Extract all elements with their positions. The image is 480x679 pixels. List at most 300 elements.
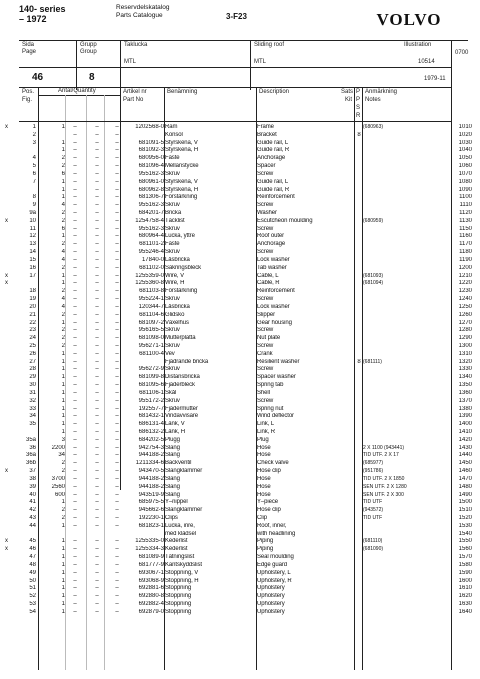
cell-q2: – bbox=[73, 178, 77, 185]
cell-pos: 22 bbox=[29, 319, 36, 326]
cell-q1: 2200 bbox=[51, 444, 65, 451]
cell-pos: 11 bbox=[29, 225, 36, 232]
cell-ill: 1390 bbox=[458, 413, 472, 420]
cell-q3: – bbox=[95, 155, 99, 162]
cell-pos: 27 bbox=[29, 358, 36, 365]
cell-q3: – bbox=[95, 288, 99, 295]
cell-q2: – bbox=[73, 335, 77, 342]
cell-q1: 1 bbox=[61, 233, 65, 240]
cell-q3: – bbox=[95, 366, 99, 373]
cell-pos: 40 bbox=[29, 491, 36, 498]
cell-mark: x bbox=[5, 272, 8, 279]
cell-q3: – bbox=[95, 538, 99, 545]
cell-q4: – bbox=[115, 554, 119, 561]
table-row bbox=[0, 226, 480, 234]
illustration-number: 10514 bbox=[418, 59, 435, 65]
cell-art: 681097-2 bbox=[138, 319, 164, 326]
cell-pos: 1 bbox=[32, 124, 36, 130]
cell-name: med klädsel bbox=[165, 530, 196, 537]
cell-q4: – bbox=[115, 264, 119, 271]
cell-q3: – bbox=[95, 577, 99, 584]
cell-q2: – bbox=[73, 202, 77, 209]
cell-ill: 1190 bbox=[459, 256, 472, 263]
rule-qty-sub bbox=[38, 95, 120, 96]
table-row bbox=[0, 280, 480, 288]
cell-desc: Screw bbox=[257, 170, 274, 177]
cell-pos: 35 bbox=[29, 421, 36, 428]
cell-art: 955162-3 bbox=[138, 202, 164, 209]
page-value: 46 bbox=[32, 72, 44, 83]
cell-q3: – bbox=[95, 405, 99, 412]
cell-name: Fäste bbox=[165, 155, 180, 162]
cell-q2: – bbox=[73, 155, 77, 162]
cell-q3: – bbox=[95, 444, 99, 451]
cell-art: 955224-1 bbox=[138, 296, 164, 303]
cell-q1: 2 bbox=[61, 210, 65, 217]
cell-pos: 6 bbox=[32, 170, 36, 177]
table-row bbox=[0, 374, 480, 382]
table-row bbox=[0, 343, 480, 351]
cell-q2: – bbox=[73, 280, 77, 287]
cell-q1: 1 bbox=[61, 272, 65, 279]
cell-ill: 1210 bbox=[458, 272, 472, 279]
cell-q1: 1 bbox=[61, 405, 65, 412]
cell-q3: – bbox=[95, 608, 99, 615]
cell-q1: 3 bbox=[61, 436, 65, 443]
cell-desc: Anchorage bbox=[257, 241, 286, 248]
cell-ill: 1250 bbox=[458, 303, 472, 310]
cell-q3: – bbox=[95, 256, 99, 263]
cell-art: 944188-2 bbox=[138, 483, 164, 490]
cell-note: TID UTF. 2 X 17 bbox=[363, 452, 399, 459]
cell-desc: Screw bbox=[257, 249, 274, 256]
cell-q4: – bbox=[115, 288, 119, 295]
table-row bbox=[0, 562, 480, 570]
cell-note: (681111) bbox=[363, 358, 382, 365]
cell-art: 945662-6 bbox=[138, 507, 164, 514]
table-row bbox=[0, 366, 480, 374]
cell-name: Fjäderbleck bbox=[165, 382, 195, 389]
cell-mark: x bbox=[5, 538, 8, 545]
cell-mark: x bbox=[5, 124, 8, 130]
cell-pos: 25 bbox=[29, 342, 36, 349]
cell-desc: with headlining bbox=[257, 530, 296, 537]
cell-q2: – bbox=[73, 327, 77, 334]
mtl-right: MTL bbox=[254, 59, 266, 65]
cell-ill: 1510 bbox=[458, 507, 472, 514]
cell-q3: – bbox=[95, 522, 99, 529]
cell-ill: 1550 bbox=[458, 538, 472, 545]
table-row bbox=[0, 429, 480, 437]
cell-desc: Upholstery bbox=[257, 601, 285, 608]
cell-desc: Resilient washer bbox=[257, 358, 300, 365]
cell-q1: 1 bbox=[61, 319, 65, 326]
cell-q3: – bbox=[95, 350, 99, 357]
cell-q4: – bbox=[115, 483, 119, 490]
rule-v1 bbox=[76, 40, 77, 90]
cell-q4: – bbox=[115, 217, 119, 224]
cell-q2: – bbox=[73, 585, 77, 592]
cell-ill: 1070 bbox=[458, 170, 472, 177]
table-row bbox=[0, 538, 480, 546]
cell-q1: 1 bbox=[61, 186, 65, 193]
cell-q1: 4 bbox=[61, 202, 65, 209]
table-row bbox=[0, 265, 480, 273]
cell-pos: 30 bbox=[29, 382, 36, 389]
table-row bbox=[0, 327, 480, 335]
cell-art: 943470-5 bbox=[138, 468, 164, 475]
cell-q1: 1 bbox=[61, 358, 65, 365]
cell-note: (685977) bbox=[363, 460, 384, 467]
table-row bbox=[0, 304, 480, 312]
cell-ill: 1400 bbox=[458, 421, 472, 428]
cell-q2: – bbox=[73, 241, 77, 248]
cell-pos: 5 bbox=[32, 163, 36, 170]
cell-name: Styrskena, H bbox=[165, 147, 199, 154]
cell-ill: 1430 bbox=[458, 444, 472, 451]
cell-q4: – bbox=[115, 585, 119, 592]
cell-q2: – bbox=[73, 366, 77, 373]
cell-name: Låsbricka bbox=[165, 303, 190, 310]
cell-q2: – bbox=[73, 601, 77, 608]
table-row bbox=[0, 476, 480, 484]
col-sats: Sats bbox=[341, 89, 354, 95]
cell-q4: – bbox=[115, 155, 119, 162]
cell-name: Länk, V bbox=[165, 421, 185, 428]
cell-q4: – bbox=[115, 413, 119, 420]
cell-desc: Plug bbox=[257, 436, 269, 443]
cell-ill: 1260 bbox=[458, 311, 472, 318]
table-row bbox=[0, 507, 480, 515]
col-notes: Notes bbox=[365, 97, 381, 103]
cell-q3: – bbox=[95, 374, 99, 381]
cell-name: Slang bbox=[165, 475, 180, 482]
cell-art: 681092-3 bbox=[138, 147, 164, 154]
cell-ill: 1420 bbox=[458, 436, 472, 443]
col-fig: Fig. bbox=[22, 97, 33, 103]
cell-art: 680961-0 bbox=[138, 178, 164, 185]
cell-q2: – bbox=[73, 194, 77, 201]
cell-name: Distansbricka bbox=[165, 374, 200, 381]
cell-pos: 28 bbox=[29, 366, 36, 373]
cell-art: 955172-2 bbox=[138, 397, 164, 404]
cell-desc: Guide rail, L bbox=[257, 139, 289, 146]
cell-pos: 9 bbox=[32, 202, 36, 209]
cell-desc: Anchorage bbox=[257, 155, 286, 162]
cell-q2: – bbox=[73, 436, 77, 443]
cell-q2: – bbox=[73, 272, 77, 279]
cell-q1: 6 bbox=[61, 170, 65, 177]
cell-q1: 4 bbox=[61, 249, 65, 256]
cell-desc: Escutcheon moulding bbox=[257, 217, 313, 224]
cell-q4: – bbox=[115, 515, 119, 521]
table-row bbox=[0, 132, 480, 140]
cell-name: Växelhus bbox=[165, 319, 189, 326]
cell-art: 120344-7 bbox=[138, 303, 164, 310]
cell-desc: Hose bbox=[257, 483, 271, 490]
cell-q3: – bbox=[95, 515, 99, 521]
cell-q3: – bbox=[95, 319, 99, 326]
cell-art: 692880-8 bbox=[138, 593, 164, 600]
cell-name: Stoppning bbox=[165, 585, 192, 592]
cell-q4: – bbox=[115, 178, 119, 185]
cell-art: 685975-5 bbox=[138, 499, 164, 506]
takl-label: Taklucka bbox=[124, 42, 148, 48]
cell-art: 955162-3 bbox=[138, 225, 164, 232]
cell-desc: Screw bbox=[257, 296, 274, 303]
cell-mark: x bbox=[5, 546, 8, 553]
cell-desc: Lock washer bbox=[257, 303, 290, 310]
cell-q3: – bbox=[95, 413, 99, 420]
cell-pos: 46 bbox=[29, 546, 36, 553]
cell-q3: – bbox=[95, 507, 99, 514]
catalog-title bbox=[116, 4, 169, 20]
cell-q1: 4 bbox=[61, 303, 65, 310]
cell-q2: – bbox=[73, 249, 77, 256]
table-row bbox=[0, 570, 480, 578]
cell-q1: 2 bbox=[61, 241, 65, 248]
cell-q3: – bbox=[95, 280, 99, 287]
cell-q1: 1 bbox=[61, 522, 65, 529]
cell-q3: – bbox=[95, 452, 99, 459]
cell-q1: 1 bbox=[61, 585, 65, 592]
cell-q3: – bbox=[95, 428, 99, 435]
cell-q4: – bbox=[115, 186, 119, 193]
cell-q3: – bbox=[95, 327, 99, 334]
page-label: Page bbox=[22, 49, 37, 55]
cell-q3: – bbox=[95, 569, 99, 576]
cell-name: Styrskena, H bbox=[165, 186, 199, 193]
table-row bbox=[0, 179, 480, 187]
cell-pos: 15 bbox=[29, 256, 36, 263]
cell-q3: – bbox=[95, 546, 99, 553]
cell-desc: Cable, L bbox=[257, 272, 279, 279]
series-title bbox=[19, 4, 66, 24]
cell-art: 693068-9 bbox=[138, 577, 164, 584]
cell-ill: 1460 bbox=[458, 468, 472, 475]
cell-art: 681432-1 bbox=[138, 413, 164, 420]
cell-art: 680964-4 bbox=[138, 233, 164, 240]
cell-q3: – bbox=[95, 585, 99, 592]
cell-q3: – bbox=[95, 233, 99, 240]
cell-pos: 50 bbox=[29, 577, 36, 584]
cell-desc: Hose bbox=[257, 444, 271, 451]
cell-ill: 1170 bbox=[459, 241, 472, 248]
cell-desc: Upholstery, L bbox=[257, 569, 291, 576]
cell-note: (681090) bbox=[363, 546, 384, 553]
cell-pos: 34 bbox=[29, 413, 36, 420]
cell-art: 681104-6 bbox=[139, 311, 164, 318]
cell-pos: 32 bbox=[29, 397, 36, 404]
col-anm: Anmärkning bbox=[365, 89, 398, 95]
cell-pos: 14 bbox=[29, 249, 36, 256]
cell-pos: 54 bbox=[29, 608, 36, 615]
col-p: P bbox=[356, 89, 361, 95]
cell-q1: 1 bbox=[61, 554, 65, 561]
cell-q3: – bbox=[95, 217, 99, 224]
table-row bbox=[0, 382, 480, 390]
cell-q4: – bbox=[115, 538, 119, 545]
cell-art: 680956-0 bbox=[138, 155, 164, 162]
cell-desc: Frame bbox=[257, 124, 274, 130]
cell-ill: 1560 bbox=[458, 546, 472, 553]
table-row bbox=[0, 249, 480, 257]
cell-q2: – bbox=[73, 311, 77, 318]
cell-name: Skål bbox=[165, 389, 177, 396]
section-code: 3-F23 bbox=[226, 12, 247, 21]
cell-q4: – bbox=[115, 507, 119, 514]
cell-name: Kederlist bbox=[165, 538, 188, 545]
cell-pos: 36b bbox=[25, 460, 36, 467]
cell-desc: Wind deflector bbox=[257, 413, 294, 420]
cell-mark: x bbox=[5, 217, 8, 224]
cell-q3: – bbox=[95, 460, 99, 467]
cell-pos: 37 bbox=[29, 468, 36, 475]
cell-q2: – bbox=[73, 397, 77, 404]
cell-q2: – bbox=[73, 163, 77, 170]
cell-q4: – bbox=[115, 139, 119, 146]
cell-pos: 51 bbox=[29, 585, 36, 592]
cell-q4: – bbox=[115, 350, 119, 357]
cell-mark: x bbox=[5, 280, 8, 287]
cell-note: TID UTF bbox=[363, 499, 383, 506]
cell-desc: Piping bbox=[257, 538, 274, 545]
table-row bbox=[0, 288, 480, 296]
cell-name: Ram bbox=[165, 124, 178, 130]
cell-q2: – bbox=[73, 452, 77, 459]
cell-name: Skruv bbox=[165, 327, 180, 334]
cell-q4: – bbox=[115, 311, 119, 318]
cell-pos: 31 bbox=[29, 389, 36, 396]
table-row bbox=[0, 359, 480, 367]
cell-pos: 44 bbox=[29, 522, 36, 529]
cell-art: 680962-8 bbox=[138, 186, 164, 193]
cell-q4: – bbox=[115, 569, 119, 576]
cell-q2: – bbox=[73, 147, 77, 154]
cell-ill: 1030 bbox=[458, 139, 472, 146]
sida-label: Sida bbox=[22, 42, 35, 48]
cell-name: Wire, V bbox=[165, 272, 184, 279]
cell-desc: Screw bbox=[257, 397, 274, 404]
cell-name: Backventil bbox=[165, 460, 192, 467]
cell-ill: 1020 bbox=[458, 131, 472, 138]
cell-q3: – bbox=[95, 296, 99, 303]
cell-desc: Spacer washer bbox=[257, 374, 296, 381]
table-row bbox=[0, 523, 480, 531]
cell-q2: – bbox=[73, 374, 77, 381]
cell-name: Mellanstycke bbox=[165, 163, 199, 170]
cell-ill: 1490 bbox=[458, 491, 472, 498]
cell-desc: Hose clip bbox=[257, 507, 281, 514]
cell-q3: – bbox=[95, 358, 99, 365]
table-row bbox=[0, 320, 480, 328]
cell-q1: 2560 bbox=[51, 483, 65, 490]
cell-q4: – bbox=[115, 452, 119, 459]
cell-q3: – bbox=[95, 436, 99, 443]
cell-desc: Lock washer bbox=[257, 256, 290, 263]
cell-q4: – bbox=[115, 374, 119, 381]
cell-q1: 1 bbox=[61, 601, 65, 608]
cell-q1: 2 bbox=[61, 217, 65, 224]
cell-q2: – bbox=[73, 342, 77, 349]
cell-ill: 1540 bbox=[458, 530, 472, 537]
cell-ill: 1530 bbox=[458, 522, 472, 529]
cell-q3: – bbox=[95, 303, 99, 310]
cell-ill: 1480 bbox=[458, 483, 472, 490]
cell-q4: – bbox=[115, 444, 119, 451]
cell-q4: – bbox=[115, 342, 119, 349]
table-row bbox=[0, 140, 480, 148]
group-value: 8 bbox=[89, 72, 95, 83]
cell-pos: 21 bbox=[29, 311, 36, 318]
table-row bbox=[0, 593, 480, 601]
cell-art: 1255335-0 bbox=[135, 538, 164, 545]
cell-name: Stoppning bbox=[165, 593, 192, 600]
cell-note: (681110) bbox=[363, 538, 383, 545]
cell-pos: 20 bbox=[29, 303, 36, 310]
cell-q3: – bbox=[95, 170, 99, 177]
cell-q4: – bbox=[115, 499, 119, 506]
cell-q2: – bbox=[73, 288, 77, 295]
cell-desc: Reinforcement bbox=[257, 194, 295, 201]
cell-q2: – bbox=[73, 608, 77, 615]
cell-ill: 1130 bbox=[459, 217, 472, 224]
cell-desc: Edge guard bbox=[257, 561, 288, 568]
cell-art: 681096-4 bbox=[138, 163, 164, 170]
cell-ill: 1100 bbox=[459, 194, 472, 201]
cell-art: 692881-6 bbox=[138, 585, 164, 592]
cell-q2: – bbox=[73, 515, 77, 521]
cell-q1: 2 bbox=[61, 155, 65, 162]
cell-q2: – bbox=[73, 170, 77, 177]
cell-q4: – bbox=[115, 382, 119, 389]
cell-pos: 2 bbox=[32, 131, 36, 138]
cell-q3: – bbox=[95, 147, 99, 154]
cell-q3: – bbox=[95, 264, 99, 271]
cell-q4: – bbox=[115, 194, 119, 201]
cell-q3: – bbox=[95, 483, 99, 490]
cell-desc: Gear housing bbox=[257, 319, 292, 326]
table-row bbox=[0, 398, 480, 406]
table-row bbox=[0, 460, 480, 468]
cell-art: 681101-2 bbox=[139, 241, 164, 248]
cell-q3: – bbox=[95, 249, 99, 256]
cell-ill: 1230 bbox=[458, 288, 472, 295]
cell-q2: – bbox=[73, 139, 77, 146]
cell-pos: 12 bbox=[29, 233, 36, 240]
cell-q2: – bbox=[73, 499, 77, 506]
cell-sats: 8 bbox=[357, 358, 361, 365]
cell-q4: – bbox=[115, 366, 119, 373]
cell-name: Kantskyddslist bbox=[165, 561, 202, 568]
cell-ill: 1470 bbox=[458, 475, 472, 482]
cell-name: Skruv bbox=[165, 249, 180, 256]
cell-desc: Hose clip bbox=[257, 468, 281, 475]
cell-art: 681823-1 bbox=[138, 522, 164, 529]
group-label: Group bbox=[80, 49, 97, 55]
cell-q3: – bbox=[95, 335, 99, 342]
table-row bbox=[0, 312, 480, 320]
cell-ill: 1010 bbox=[458, 124, 472, 130]
cell-q2: – bbox=[73, 358, 77, 365]
cell-name: Plugg bbox=[165, 436, 180, 443]
cell-q3: – bbox=[95, 601, 99, 608]
cell-pos: 24 bbox=[29, 335, 36, 342]
cell-note: SEN UTF. 2 X 1280 bbox=[363, 483, 407, 490]
cell-name: Slang bbox=[165, 483, 180, 490]
cell-name: Skruv bbox=[165, 397, 180, 404]
table-row bbox=[0, 218, 480, 226]
